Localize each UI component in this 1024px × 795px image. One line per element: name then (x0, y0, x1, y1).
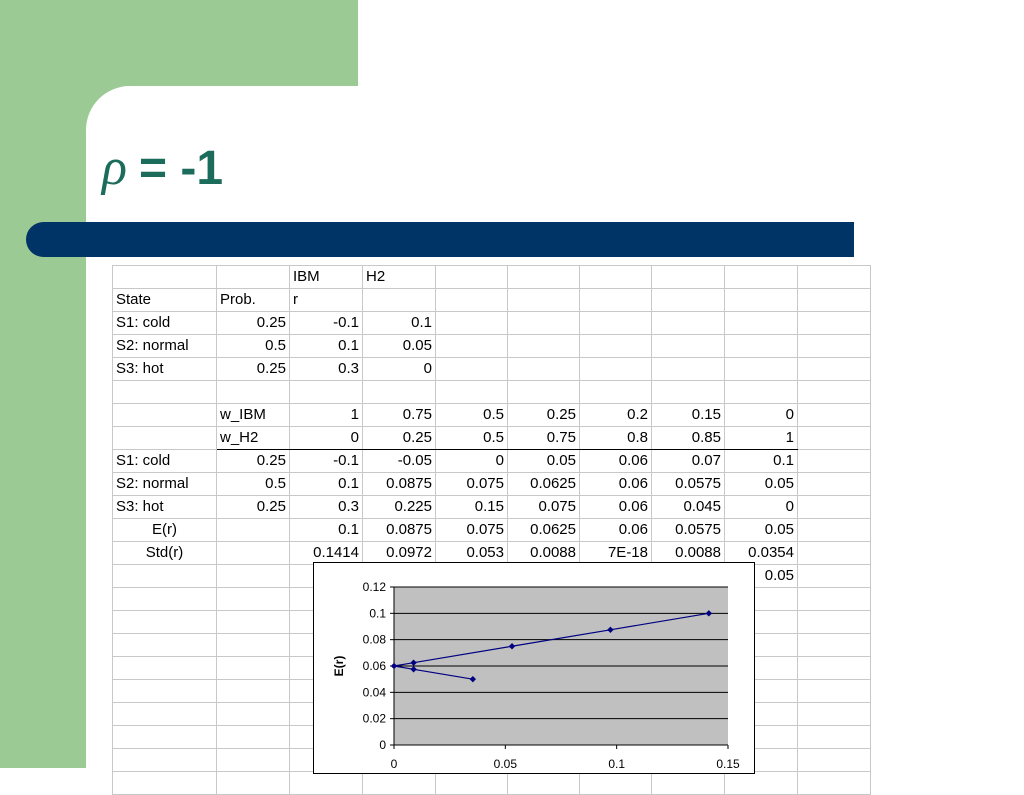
table-cell[interactable]: 0.25 (217, 358, 290, 381)
table-cell[interactable]: 0.05 (725, 473, 798, 496)
rho-symbol: ρ (102, 139, 127, 196)
table-cell[interactable]: 0.06 (580, 473, 652, 496)
table-row (113, 381, 871, 404)
table-cell[interactable] (725, 358, 798, 381)
table-cell[interactable]: 0.0575 (652, 519, 725, 542)
table-cell[interactable] (363, 381, 436, 404)
title-text: = -1 (138, 142, 224, 195)
table-cell[interactable] (652, 358, 725, 381)
table-cell[interactable] (798, 381, 871, 404)
table-cell[interactable] (580, 312, 652, 335)
table-cell[interactable] (580, 266, 652, 289)
table-cell[interactable] (217, 588, 290, 611)
table-cell[interactable] (580, 381, 652, 404)
table-cell[interactable]: 0.3 (290, 496, 363, 519)
table-cell[interactable]: IBM (290, 266, 363, 289)
table-cell[interactable] (798, 749, 871, 772)
table-cell[interactable] (113, 404, 217, 427)
table-cell[interactable] (113, 588, 217, 611)
table-row (113, 312, 871, 335)
table-cell[interactable] (725, 266, 798, 289)
chart-container (313, 562, 755, 774)
table-cell[interactable] (113, 634, 217, 657)
table-cell[interactable] (798, 726, 871, 749)
table-cell[interactable] (798, 358, 871, 381)
table-cell[interactable]: S1: cold (113, 312, 217, 335)
table-cell[interactable] (217, 703, 290, 726)
table-row (113, 519, 871, 542)
table-cell[interactable] (798, 404, 871, 427)
table-cell[interactable] (113, 266, 217, 289)
table-cell[interactable] (798, 680, 871, 703)
table-cell[interactable] (363, 772, 436, 795)
table-cell[interactable] (508, 312, 580, 335)
table-cell[interactable]: 0.06 (580, 519, 652, 542)
table-cell[interactable]: 0.75 (508, 427, 580, 450)
table-cell[interactable] (725, 381, 798, 404)
x-tick-label: 0.1 (608, 757, 626, 771)
table-cell[interactable]: 0.5 (217, 335, 290, 358)
table-cell[interactable] (798, 496, 871, 519)
table-cell[interactable]: 0.0088 (652, 542, 725, 565)
table-cell[interactable]: State (113, 289, 217, 312)
table-cell[interactable]: 0.075 (436, 519, 508, 542)
table-cell[interactable]: 0.0575 (652, 473, 725, 496)
table-cell[interactable] (798, 703, 871, 726)
table-cell[interactable]: S1: cold (113, 450, 217, 473)
table-cell[interactable]: 0.3 (290, 358, 363, 381)
table-cell[interactable]: 0.85 (652, 427, 725, 450)
table-row (113, 772, 871, 795)
table-cell[interactable]: 0.2 (580, 404, 652, 427)
table-cell[interactable] (652, 312, 725, 335)
table-cell[interactable] (798, 634, 871, 657)
table-cell[interactable]: 1 (290, 404, 363, 427)
table-row (113, 427, 871, 450)
table-cell[interactable] (217, 519, 290, 542)
table-cell[interactable] (113, 427, 217, 450)
table-cell[interactable]: E(r) (113, 519, 217, 542)
table-cell[interactable]: 0.05 (363, 335, 436, 358)
table-cell[interactable] (217, 634, 290, 657)
table-cell[interactable]: 0.0972 (363, 542, 436, 565)
table-cell[interactable]: 0.1 (363, 312, 436, 335)
table-cell[interactable]: 0.053 (436, 542, 508, 565)
table-cell[interactable]: 0.225 (363, 496, 436, 519)
table-cell[interactable] (580, 772, 652, 795)
table-cell[interactable] (652, 289, 725, 312)
y-tick-label: 0 (379, 738, 386, 752)
table-cell[interactable]: 1 (725, 427, 798, 450)
table-cell[interactable] (725, 772, 798, 795)
table-cell[interactable] (652, 381, 725, 404)
table-cell[interactable]: 0.07 (652, 450, 725, 473)
table-cell[interactable] (113, 703, 217, 726)
table-row (113, 450, 871, 473)
table-cell[interactable]: 0.1 (290, 473, 363, 496)
table-cell[interactable] (436, 266, 508, 289)
y-tick-label: 0.08 (362, 632, 386, 647)
table-cell[interactable] (798, 519, 871, 542)
table-cell[interactable]: r (290, 289, 363, 312)
table-cell[interactable]: 0.05 (725, 519, 798, 542)
table-cell[interactable] (798, 611, 871, 634)
table-cell[interactable] (436, 335, 508, 358)
table-cell[interactable] (798, 312, 871, 335)
table-cell[interactable]: Std(r) (113, 542, 217, 565)
table-cell[interactable]: 0.0625 (508, 519, 580, 542)
table-cell[interactable] (798, 565, 871, 588)
table-cell[interactable]: 0 (725, 496, 798, 519)
table-cell[interactable]: 0.15 (652, 404, 725, 427)
slide-title (102, 138, 223, 197)
table-cell[interactable]: S3: hot (113, 358, 217, 381)
table-cell[interactable] (798, 542, 871, 565)
table-cell[interactable]: 0.25 (508, 404, 580, 427)
chart-svg (314, 563, 754, 773)
table-cell[interactable]: 0.1 (290, 519, 363, 542)
table-cell[interactable] (798, 657, 871, 680)
table-cell[interactable]: 0.0875 (363, 473, 436, 496)
table-cell[interactable]: S2: normal (113, 473, 217, 496)
table-cell[interactable]: 0.05 (508, 450, 580, 473)
table-cell[interactable] (798, 266, 871, 289)
table-cell[interactable] (217, 749, 290, 772)
table-cell[interactable] (508, 358, 580, 381)
table-cell[interactable] (580, 358, 652, 381)
table-cell[interactable] (798, 427, 871, 450)
table-cell[interactable]: 0.06 (580, 496, 652, 519)
table-cell[interactable] (363, 289, 436, 312)
table-row (113, 266, 871, 289)
table-cell[interactable] (217, 772, 290, 795)
table-cell[interactable] (652, 335, 725, 358)
table-cell[interactable] (580, 289, 652, 312)
table-cell[interactable]: S2: normal (113, 335, 217, 358)
table-cell[interactable]: S3: hot (113, 496, 217, 519)
table-row (113, 404, 871, 427)
table-cell[interactable] (113, 772, 217, 795)
table-cell[interactable] (113, 726, 217, 749)
table-cell[interactable]: 0.5 (436, 427, 508, 450)
table-cell[interactable]: 0.5 (217, 473, 290, 496)
x-tick-label: 0.15 (716, 757, 740, 771)
table-cell[interactable] (652, 266, 725, 289)
table-cell[interactable]: 0.075 (436, 473, 508, 496)
table-cell[interactable] (508, 289, 580, 312)
table-cell[interactable] (725, 312, 798, 335)
table-cell[interactable]: 0.075 (508, 496, 580, 519)
table-cell[interactable] (217, 726, 290, 749)
table-row (113, 335, 871, 358)
table-row (113, 289, 871, 312)
table-cell[interactable]: 0.8 (580, 427, 652, 450)
table-cell[interactable]: 0.25 (217, 450, 290, 473)
table-cell[interactable] (508, 381, 580, 404)
table-cell[interactable]: 0.1414 (290, 542, 363, 565)
table-cell[interactable] (508, 266, 580, 289)
table-cell[interactable]: 0.75 (363, 404, 436, 427)
table-cell[interactable] (217, 657, 290, 680)
y-tick-label: 0.1 (369, 606, 386, 621)
table-row (113, 473, 871, 496)
title-divider-bar (26, 222, 854, 257)
table-cell[interactable]: 0.25 (363, 427, 436, 450)
table-cell[interactable] (508, 772, 580, 795)
table-cell[interactable]: -0.1 (290, 450, 363, 473)
table-cell[interactable]: 0.045 (652, 496, 725, 519)
x-tick-label: 0.05 (493, 757, 518, 771)
table-cell[interactable] (798, 588, 871, 611)
table-cell[interactable]: 7E-18 (580, 542, 652, 565)
table-cell[interactable]: 0.15 (436, 496, 508, 519)
table-cell[interactable]: Prob. (217, 289, 290, 312)
table-cell[interactable]: 0.06 (580, 450, 652, 473)
table-cell[interactable] (113, 749, 217, 772)
table-cell[interactable] (217, 565, 290, 588)
y-tick-label: 0.12 (362, 580, 386, 594)
table-cell[interactable]: 0 (363, 358, 436, 381)
table-cell[interactable] (436, 381, 508, 404)
table-cell[interactable]: 0.0088 (508, 542, 580, 565)
table-cell[interactable] (798, 289, 871, 312)
table-cell[interactable]: 0.0875 (363, 519, 436, 542)
table-cell[interactable] (436, 358, 508, 381)
table-cell[interactable]: 0.1 (725, 450, 798, 473)
table-row (113, 496, 871, 519)
y-tick-label: 0.04 (362, 685, 386, 700)
table-cell[interactable] (113, 680, 217, 703)
table-cell[interactable]: 0.0625 (508, 473, 580, 496)
table-cell[interactable] (113, 381, 217, 404)
table-cell[interactable] (580, 335, 652, 358)
table-cell[interactable] (217, 266, 290, 289)
table-cell[interactable] (436, 312, 508, 335)
table-cell[interactable] (217, 680, 290, 703)
table-cell[interactable] (798, 335, 871, 358)
table-cell[interactable] (725, 289, 798, 312)
table-cell[interactable] (798, 450, 871, 473)
table-row (113, 358, 871, 381)
table-cell[interactable]: 0.25 (217, 312, 290, 335)
table-cell[interactable] (725, 335, 798, 358)
table-cell[interactable]: 0.25 (217, 496, 290, 519)
table-cell[interactable] (436, 772, 508, 795)
table-cell[interactable] (217, 381, 290, 404)
table-cell[interactable]: 0 (436, 450, 508, 473)
table-cell[interactable]: H2 (363, 266, 436, 289)
table-cell[interactable]: -0.1 (290, 312, 363, 335)
y-tick-label: 0.02 (362, 711, 386, 726)
y-axis-label: E(r) (332, 655, 346, 677)
table-cell[interactable] (290, 772, 363, 795)
table-cell[interactable] (798, 473, 871, 496)
table-cell[interactable]: 0 (725, 404, 798, 427)
table-cell[interactable]: 0 (290, 427, 363, 450)
x-tick-label: 0 (390, 757, 398, 771)
y-tick-label: 0.06 (362, 659, 386, 673)
table-cell[interactable] (508, 335, 580, 358)
table-cell[interactable]: w_H2 (217, 427, 290, 450)
table-cell[interactable]: 0.1 (290, 335, 363, 358)
table-cell[interactable]: -0.05 (363, 450, 436, 473)
table-cell[interactable] (217, 542, 290, 565)
table-cell[interactable] (798, 772, 871, 795)
table-cell[interactable] (113, 565, 217, 588)
table-cell[interactable] (652, 772, 725, 795)
table-cell[interactable]: 0.0354 (725, 542, 798, 565)
table-cell[interactable] (290, 381, 363, 404)
table-cell[interactable]: 0.5 (436, 404, 508, 427)
table-cell[interactable] (113, 657, 217, 680)
table-cell[interactable] (436, 289, 508, 312)
table-cell[interactable]: w_IBM (217, 404, 290, 427)
table-cell[interactable]: 0.05 (725, 565, 798, 588)
table-cell[interactable] (217, 611, 290, 634)
table-cell[interactable] (113, 611, 217, 634)
